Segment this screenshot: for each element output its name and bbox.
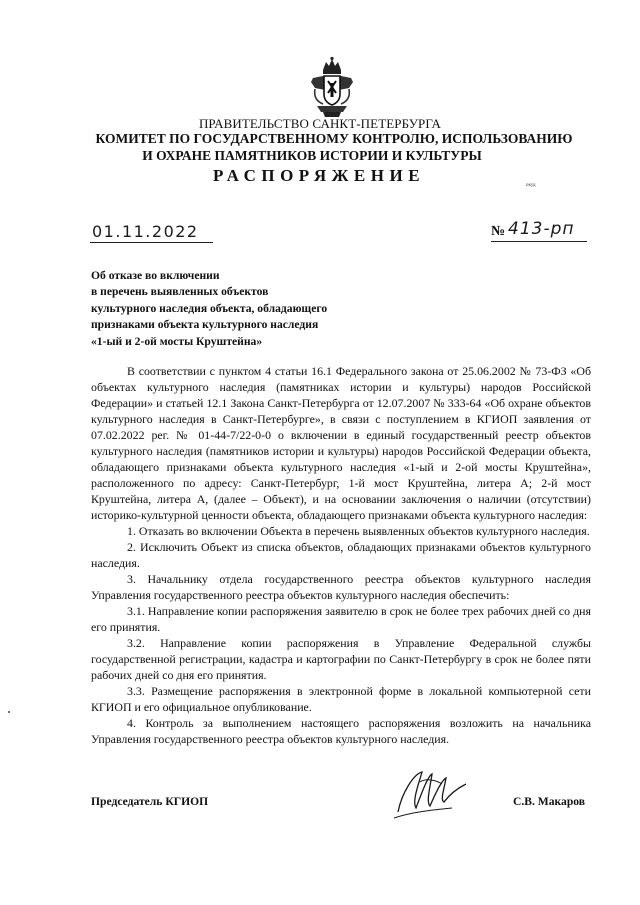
subject-line: Об отказе во включении (91, 269, 220, 282)
subject-line: «1-ый и 2-ой мосты Круштейна» (91, 334, 263, 348)
document-type-title: РАСПОРЯЖЕНИЕ (212, 166, 426, 185)
document-subject (91, 268, 327, 350)
document-body (91, 363, 591, 747)
scan-speck (8, 711, 10, 713)
document-date: 01.11.2022 (90, 222, 213, 243)
clause-3-1: 3.1. Направление копии распоряжения заявителю в срок не более трех рабочих дней со дня его принятия. (91, 604, 591, 634)
committee-name-line-2: И ОХРАНЕ ПАМЯТНИКОВ ИСТОРИИ И КУЛЬТУРЫ (142, 148, 482, 163)
subject-line: признаками объекта культурного наследия (91, 318, 319, 332)
clause-2: 2. Исключить Объект из списка объектов, обладающих признаками объектов культурного наследия. (91, 540, 591, 570)
clause-3-3: 3.3. Размещение распоряжения в электронной форме в локальной компьютерной сети КГИОП и его официальное опубликование. (91, 684, 591, 714)
subject-line: в перечень выявленных объектов (91, 285, 269, 299)
subject-line: культурного наследия объекта, обладающего (91, 301, 328, 315)
government-name: ПРАВИТЕЛЬСТВО САНКТ-ПЕТЕРБУРГА (198, 116, 442, 131)
number-sign: № (491, 224, 506, 239)
document-number-field (491, 220, 587, 242)
clause-3-2: 3.2. Направление копии распоряжения в Управление Федеральной службы государственной регистрации, кадастра и картографии по Санкт-Петербургу в срок не более пяти рабочих дней со дня его принятия. (91, 636, 591, 682)
handwritten-signature (392, 762, 472, 822)
document-number: 413-рп (508, 219, 575, 239)
preamble-paragraph: В соответствии с пунктом 4 статьи 16.1 Федерального закона от 25.06.2002 № 73-ФЗ «Об объектах культурного наследия (памятниках истории и культуры) народов Российской Федерации» и статьей 12.1 Закона Санкт-Петербурга от 12.07.2007 № 333-64 «Об охране объектов культурного наследия в Санкт-Петербурге», в связи с поступлением в КГИОП заявления от 07.02.2022 рег. № 01-44-7/22-0-0 о включении в единый государственный реестр объектов культурного наследия (памятников истории и культуры) народов Российской Федерации объекта, обладающего признаками объекта культурного наследия «1-ый и 2-ой мосты Круштейна», расположенного по адресу: Санкт-Петербург, 1-й мост Круштейна, литера А; 2-й мост Круштейна, литера А, (далее – Объект), и на основании заключения о наличии (отсутствии) историко-культурной ценности объекта, обладающего признаками объекта культурного наследия: (91, 364, 591, 522)
clause-3: 3. Начальнику отдела государственного реестра объектов культурного наследия Управления государственного реестра объектов культурного наследия обеспечить: (91, 572, 591, 602)
signatory-name: С.В. Макаров (513, 795, 586, 808)
signatory-position: Председатель КГИОП (91, 795, 209, 808)
clause-4: 4. Контроль за выполнением настоящего распоряжения возложить на начальника Управления государственного реестра объектов культурного наследия. (91, 716, 591, 746)
okud-label: окуд (526, 183, 536, 188)
committee-name-line-1: КОМИТЕТ ПО ГОСУДАРСТВЕННОМУ КОНТРОЛЮ, ИСПОЛЬЗОВАНИЮ (95, 131, 573, 146)
clause-1: 1. Отказать во включении Объекта в перечень выявленных объектов культурного наследия. (127, 524, 590, 538)
coat-of-arms-emblem (309, 56, 355, 118)
